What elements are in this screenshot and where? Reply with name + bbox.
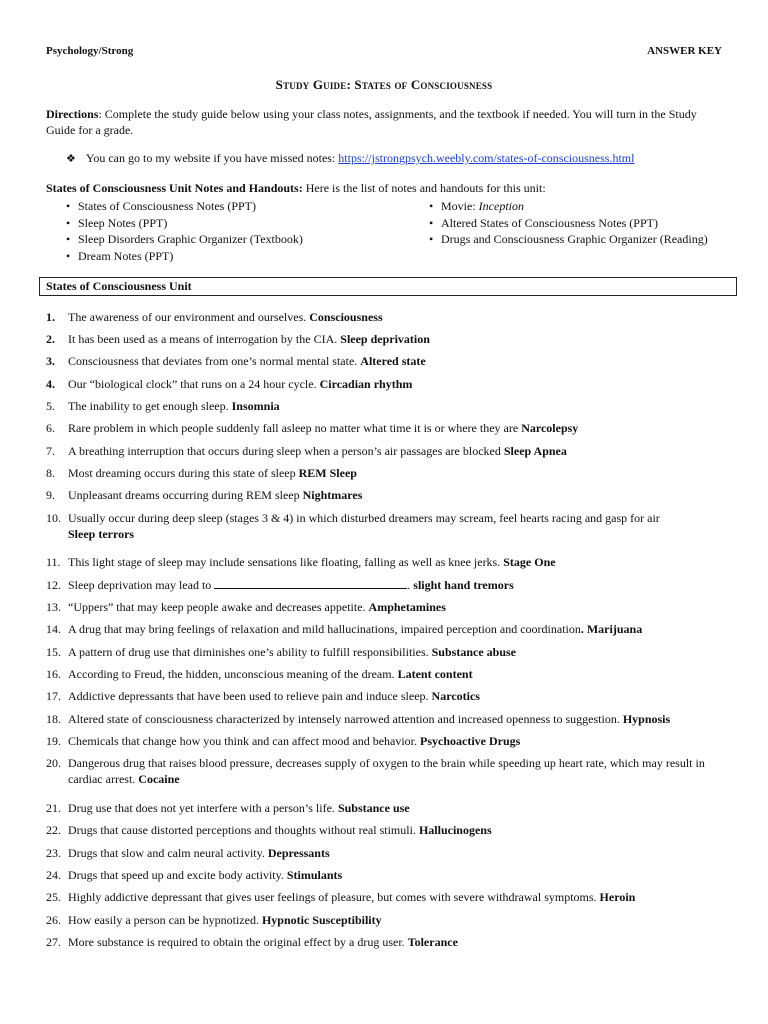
answer-key-label: ANSWER KEY [647,45,722,57]
question-prompt: Usually occur during deep sleep (stages 3 & 4) in which disturbed dreamers may scream, feel hearts racing and gasp for air [68,511,660,525]
answer-text: Amphetamines [368,600,446,614]
question-text [68,644,731,660]
question-number: 4. [46,377,55,391]
question-prompt: Drugs that speed up and excite body activity. [68,868,287,882]
answer-text: Latent content [397,667,473,681]
question-text [68,733,731,749]
course-label: Psychology/Strong [46,45,134,57]
question-text [68,800,731,816]
question-row [46,912,731,928]
question-prompt: Highly addictive depressant that gives user feelings of pleasure, but comes with severe withdrawal symptoms. [68,890,600,904]
question-prompt: Most dreaming occurs during this state of sleep [68,466,299,480]
handout-item [66,248,303,265]
question-number: 5. [46,399,55,413]
question-row [46,510,731,542]
question-text [68,443,731,459]
question-number: 15. [46,645,61,659]
question-row [46,443,731,459]
question-prompt: Addictive depressants that have been used to relieve pain and induce sleep. [68,689,432,703]
bullet-icon: • [66,199,71,213]
answer-text: Sleep terrors [68,527,135,541]
answer-text: Circadian rhythm [319,377,413,391]
answer-text: Consciousness [309,310,383,324]
question-text [68,487,731,503]
question-number: 27. [46,935,61,949]
question-number: 16. [46,667,61,681]
handout-item [429,231,708,248]
question-number: 24. [46,868,61,882]
question-prompt: “Uppers” that may keep people awake and decreases appetite. [68,600,369,614]
question-row [46,420,731,436]
question-text [68,353,731,369]
bullet-icon: • [66,215,71,230]
handout-label: Movie: [441,199,479,213]
question-prompt: It has been used as a means of interrogation by the CIA. [68,332,341,346]
question-number: 12. [46,578,61,592]
answer-text: Hallucinogens [418,823,492,837]
question-prompt: The awareness of our environment and ourselves. [68,310,310,324]
question-row [46,867,731,883]
question-prompt: Our “biological clock” that runs on a 24 hour cycle. [68,377,320,391]
answer-text: Sleep Apnea [503,444,567,458]
handout-label: Drugs and Consciousness Graphic Organizer (Reading) [441,232,708,246]
question-number: 3. [46,354,55,368]
handout-item [429,215,708,232]
section-header: States of Consciousness Unit [39,277,737,296]
bullet-icon: • [66,248,71,263]
question-prompt: How easily a person can be hypnotized. [68,913,262,927]
question-number: 2. [46,332,55,346]
question-text [68,554,731,570]
question-number: 23. [46,846,61,860]
answer-text: Stimulants [286,868,343,882]
question-text [68,331,731,347]
question-number: 9. [46,488,55,502]
answer-text: Cocaine [138,772,180,786]
bullet-icon: • [66,232,71,246]
question-prompt: Drugs that slow and calm neural activity. [68,846,268,860]
question-prompt: Drug use that does not yet interfere with a person’s life. [68,801,338,815]
handout-item [429,198,708,215]
question-text [68,688,731,704]
answer-text: REM Sleep [298,466,357,480]
handout-label: Dream Notes (PPT) [78,248,174,263]
directions-text: : Complete the study guide below using your class notes, assignments, and the textbook if needed. You will turn in the Study Guide for a grade. [46,107,697,137]
question-text [68,465,731,481]
question-text [68,599,731,615]
answer-text: Sleep deprivation [340,332,430,346]
website-tip [66,151,634,166]
question-prompt: Dangerous drug that raises blood pressure, decreases supply of oxygen to the brain while speeding up heart rate, which may result in cardiac arrest. [68,756,705,786]
website-link[interactable]: https://jstrongpsych.weebly.com/states-of-consciousness.html [338,151,635,165]
question-prompt: Sleep deprivation may lead to [68,578,215,592]
question-number: 8. [46,466,55,480]
question-row [46,577,731,593]
question-row [46,711,731,727]
answer-text: Stage One [503,555,556,569]
question-prompt: Rare problem in which people suddenly fall asleep no matter what time it is or where they are [68,421,522,435]
question-number: 10. [46,511,61,525]
question-number: 25. [46,890,61,904]
question-text [68,845,731,861]
question-text [68,889,731,905]
question-row [46,309,731,325]
handout-item [66,198,303,215]
bullet-icon: • [429,232,434,246]
question-prompt: A breathing interruption that occurs during sleep when a person’s air passages are blocked [68,444,504,458]
question-prompt: Drugs that cause distorted perceptions and thoughts without real stimuli. [68,823,419,837]
question-text [68,912,731,928]
directions-paragraph [46,107,726,138]
question-text [68,398,731,414]
question-text [68,755,731,787]
tip-text: You can go to my website if you have missed notes: [85,151,339,165]
question-number: 11. [46,555,61,569]
question-text [68,420,731,436]
answer-text: Hypnosis [622,712,671,726]
answer-text: Substance use [337,801,410,815]
question-number: 13. [46,600,61,614]
answer-text: Nightmares [302,488,363,502]
question-prompt: This light stage of sleep may include sensations like floating, falling as well as knee jerks. [68,555,504,569]
question-row [46,688,731,704]
question-prompt: More substance is required to obtain the original effect by a drug user. [68,935,408,949]
question-row [46,376,731,392]
question-row [46,487,731,503]
bullet-icon: • [429,199,434,213]
answer-text: Substance abuse [431,645,516,659]
question-prompt: Chemicals that change how you think and can affect mood and behavior. [68,734,421,748]
question-row [46,621,731,637]
question-text [68,376,731,392]
question-prompt: Consciousness that deviates from one’s normal mental state. [68,354,361,368]
question-text [68,510,731,542]
question-text [68,577,731,593]
handout-label-italic: Inception [478,199,524,213]
answer-text: Altered state [360,354,426,368]
question-row [46,599,731,615]
handout-label: Altered States of Consciousness Notes (PPT) [441,215,658,230]
question-number: 21. [46,801,61,815]
question-row [46,889,731,905]
question-number: 6. [46,421,55,435]
question-row [46,465,731,481]
answer-text: Hypnotic Susceptibility [261,913,382,927]
question-number: 1. [46,310,55,324]
question-number: 19. [46,734,61,748]
directions-label: Directions [46,107,99,121]
question-number: 22. [46,823,61,837]
answer-blank-line [214,577,407,589]
units-heading-label: States of Consciousness Unit Notes and Handouts: [46,181,303,195]
question-text [68,934,731,950]
question-row [46,733,731,749]
question-row [46,644,731,660]
bullet-icon: • [429,215,434,230]
question-row [46,353,731,369]
question-row [46,822,731,838]
question-prompt: Unpleasant dreams occurring during REM sleep [68,488,303,502]
question-number: 20. [46,756,61,770]
question-row [46,554,731,570]
answer-text: Narcotics [431,689,480,703]
question-text [68,867,731,883]
question-number: 7. [46,444,55,458]
diamond-bullet-icon: ❖ [66,153,76,165]
page-title: Study Guide: States of Consciousness [275,77,493,92]
question-prompt-after: . [407,578,414,592]
answer-text: Narcolepsy [521,421,579,435]
question-number: 14. [46,622,61,636]
question-prompt: A drug that may bring feelings of relaxation and mild hallucinations, impaired perception and coordination [68,622,581,636]
handout-item [66,231,303,248]
question-text [68,666,731,682]
question-row [46,398,731,414]
question-row [46,800,731,816]
question-number: 18. [46,712,61,726]
handouts-list-left [66,198,303,264]
answer-text: . Marijuana [580,622,643,636]
question-row [46,666,731,682]
handouts-list-right [429,198,708,248]
question-number: 17. [46,689,61,703]
answer-text: Psychoactive Drugs [420,734,521,748]
question-row [46,755,731,787]
handout-label: Sleep Disorders Graphic Organizer (Textbook) [78,232,303,246]
question-row [46,845,731,861]
question-prompt: Altered state of consciousness characterized by intensely narrowed attention and increased openness to suggestion. [68,712,623,726]
question-prompt: A pattern of drug use that diminishes one’s ability to fulfill responsibilities. [68,645,432,659]
units-heading [46,181,736,196]
question-text [68,822,731,838]
handout-item [66,215,303,232]
question-text [68,621,731,637]
units-heading-intro: Here is the list of notes and handouts for this unit: [302,181,546,195]
question-prompt: The inability to get enough sleep. [68,399,232,413]
handout-label: Sleep Notes (PPT) [78,215,168,230]
answer-text: Insomnia [231,399,280,413]
question-number: 26. [46,913,61,927]
question-row [46,331,731,347]
handout-label: States of Consciousness Notes (PPT) [78,199,256,213]
question-prompt: According to Freud, the hidden, unconscious meaning of the dream. [68,667,398,681]
question-text [68,711,731,727]
question-text [68,309,731,325]
answer-text: Depressants [267,846,330,860]
answer-text: Heroin [599,890,636,904]
question-row [46,934,731,950]
answer-text: Tolerance [407,935,458,949]
answer-text: slight hand tremors [413,578,514,592]
